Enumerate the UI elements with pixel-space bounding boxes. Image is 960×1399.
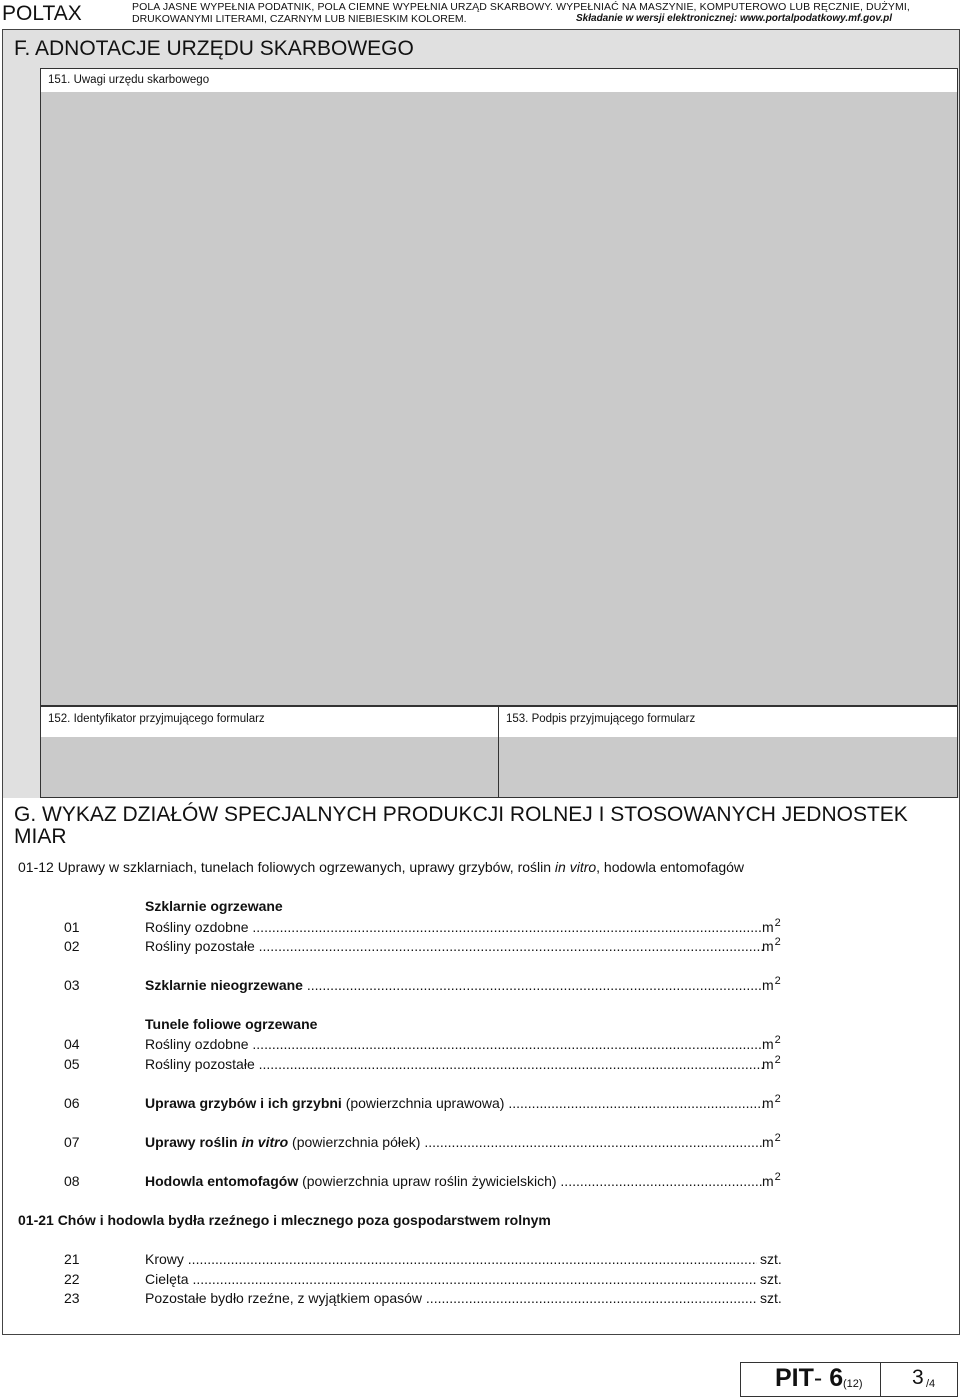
row-number: 02 — [64, 938, 80, 954]
row-label: Rośliny ozdobne ..... — [145, 1036, 763, 1052]
row-number: 08 — [64, 1173, 80, 1189]
row-label: Rośliny pozostałe ..... — [145, 1056, 763, 1072]
row-number: 04 — [64, 1036, 80, 1052]
row-label: Uprawa grzybów i ich grzybni (powierzchnia uprawowa) ..... — [145, 1095, 763, 1111]
unit-pieces: szt. — [760, 1251, 782, 1267]
page-number: 3 — [912, 1366, 924, 1389]
row-number: 21 — [64, 1251, 80, 1267]
row-label: Cielęta ..... — [145, 1271, 757, 1287]
form-id-divider — [880, 1362, 881, 1397]
row-label: Pozostałe bydło rzeźne, z wyjątkiem opasów ..... — [145, 1290, 757, 1306]
row-number: 05 — [64, 1056, 80, 1072]
header-instruction-line1: POLA JASNE WYPEŁNIA PODATNIK, POLA CIEMNE WYPEŁNIA URZĄD SKARBOWY. WYPEŁNIAĆ NA MASZYNIE, KOMPUTEROWO LUB RĘCZNIE, DUŻYMI, — [132, 1, 910, 13]
field-151-label: 151. Uwagi urzędu skarbowego — [48, 74, 210, 86]
row-number: 06 — [64, 1095, 80, 1111]
unit-square-meters: $m^2$ — [762, 1171, 781, 1189]
unit-pieces: szt. — [760, 1271, 782, 1287]
unit-square-meters: $m^2$ — [762, 1034, 781, 1052]
field-152-input[interactable] — [41, 737, 498, 797]
field-152-label: 152. Identyfikator przyjmującego formularz — [48, 713, 265, 725]
row-number: 23 — [64, 1290, 80, 1306]
field-153-label: 153. Podpis przyjmującego formularz — [506, 713, 696, 725]
group-01-12-heading: 01-12 Uprawy w szklarniach, tunelach foliowych ogrzewanych, uprawy grzybów, roślin in vitro, hodowla entomofagów — [18, 859, 745, 875]
poltax-logo: POLTAX — [2, 2, 82, 25]
unit-square-meters: $m^2$ — [762, 917, 781, 935]
field-151-remarks-area[interactable] — [40, 92, 958, 706]
heated-greenhouses-heading: Szklarnie ogrzewane — [145, 898, 283, 914]
unit-square-meters: $m^2$ — [762, 1093, 781, 1111]
unit-square-meters: $m^2$ — [762, 975, 781, 993]
field-153-input[interactable] — [499, 737, 957, 797]
page-total: /4 — [926, 1378, 936, 1390]
header-instruction-line2: DRUKOWANYMI LITERAMI, CZARNYM LUB NIEBIESKIM KOLOREM. — [132, 13, 467, 25]
row-label: Hodowla entomofagów (powierzchnia upraw roślin żywicielskich) ..... — [145, 1173, 763, 1189]
unit-square-meters: $m^2$ — [762, 936, 781, 954]
row-number: 01 — [64, 919, 80, 935]
section-g-title: G. WYKAZ DZIAŁÓW SPECJALNYCH PRODUKCJI ROLNEJ I STOSOWANYCH JEDNOSTEK MIAR — [14, 803, 908, 848]
unit-square-meters: $m^2$ — [762, 1054, 781, 1072]
header-electronic-filing: Składanie w wersji elektronicznej: www.portalpodatkowy.mf.gov.pl — [576, 13, 892, 24]
row-number: 07 — [64, 1134, 80, 1150]
row-label: Rośliny pozostałe ..... — [145, 938, 763, 954]
row-label: Krowy ..... — [145, 1251, 757, 1267]
row-label: Uprawy roślin in vitro (powierzchnia półek) ..... — [145, 1134, 763, 1150]
row-number: 22 — [64, 1271, 80, 1287]
unit-square-meters: $m^2$ — [762, 1132, 781, 1150]
row-label: Szklarnie nieogrzewane ..... — [145, 977, 763, 993]
heated-tunnels-heading: Tunele foliowe ogrzewane — [145, 1016, 318, 1032]
row-number: 03 — [64, 977, 80, 993]
form-name: PIT- 6 — [775, 1364, 844, 1392]
form-version: (12) — [843, 1378, 863, 1390]
group-01-21-heading: 01-21 Chów i hodowla bydła rzeźnego i mlecznego poza gospodarstwem rolnym — [18, 1212, 551, 1228]
row-label: Rośliny ozdobne ..... — [145, 919, 763, 935]
unit-pieces: szt. — [760, 1290, 782, 1306]
section-f-title: F. ADNOTACJE URZĘDU SKARBOWEGO — [14, 37, 414, 60]
